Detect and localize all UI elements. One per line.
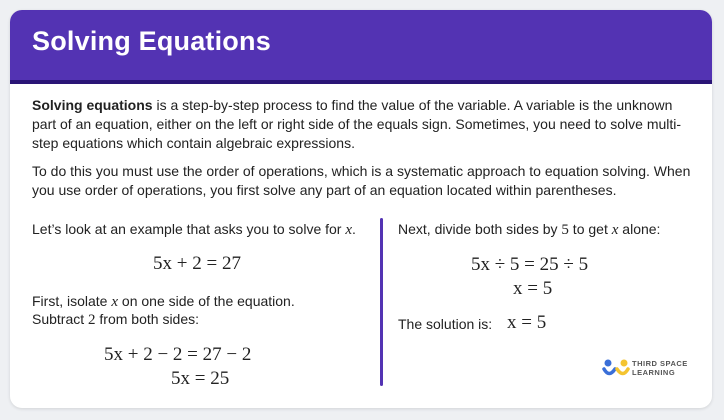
- solution-label: The solution is:: [398, 316, 493, 332]
- logo-line2: LEARNING: [632, 368, 676, 377]
- variable-x: x: [111, 294, 119, 310]
- solution-equation: x = 5: [507, 312, 547, 333]
- variable-x: x: [345, 222, 353, 238]
- intro-paragraph-1-text: is a step-by-step process to find the value of the variable. A variable is the unknown part of an equation, either on the left or right side of the equals sign. Sometimes, you need to solve multi-step equations which contain algebraic expressions.: [32, 97, 682, 151]
- step1-line2-text-b: from both sides:: [95, 311, 200, 327]
- step1-work-line2: 5x = 25: [171, 368, 230, 389]
- page-title: Solving Equations: [32, 26, 271, 56]
- variable-x: x: [611, 222, 619, 238]
- step1-line1: [32, 292, 295, 312]
- step2-text-b: to get: [568, 221, 612, 237]
- example-intro: [32, 220, 356, 240]
- intro-term: Solving equations: [32, 97, 153, 113]
- logo-line1: THIRD SPACE: [632, 359, 688, 368]
- example-intro-text: Let’s look at an example that asks you to solve for: [32, 221, 346, 237]
- header-bar: [10, 10, 712, 84]
- number-2: 2: [88, 312, 96, 328]
- step1-line1-text-b: on one side of the equation.: [118, 293, 295, 309]
- step2-text: [398, 220, 660, 240]
- intro-paragraph-2: To do this you must use the order of operations, which is a systematic approach to equation solving. When you use order of operations, you first solve any part of an equation located within parentheses.: [32, 163, 691, 198]
- step1-line2-text-a: Subtract: [32, 311, 89, 327]
- step1-line1-text-a: First, isolate: [32, 293, 112, 309]
- step1-work-line1: 5x + 2 − 2 = 27 − 2: [104, 344, 252, 365]
- example-equation: 5x + 2 = 27: [153, 253, 241, 274]
- step2-work-line1: 5x ÷ 5 = 25 ÷ 5: [471, 254, 589, 275]
- logo-text: [632, 359, 688, 377]
- lesson-card: [10, 10, 712, 408]
- column-divider: [380, 218, 383, 386]
- step1-line2: [32, 310, 199, 330]
- intro-paragraph-1: [32, 96, 692, 153]
- example-intro-end: .: [352, 221, 356, 237]
- step2-text-c: alone:: [618, 221, 661, 237]
- third-space-learning-logo: [602, 356, 712, 388]
- step2-work-line2: x = 5: [513, 278, 553, 299]
- step2-text-a: Next, divide both sides by: [398, 221, 562, 237]
- third-space-learning-logo-icon: [602, 358, 630, 380]
- number-5: 5: [561, 222, 569, 238]
